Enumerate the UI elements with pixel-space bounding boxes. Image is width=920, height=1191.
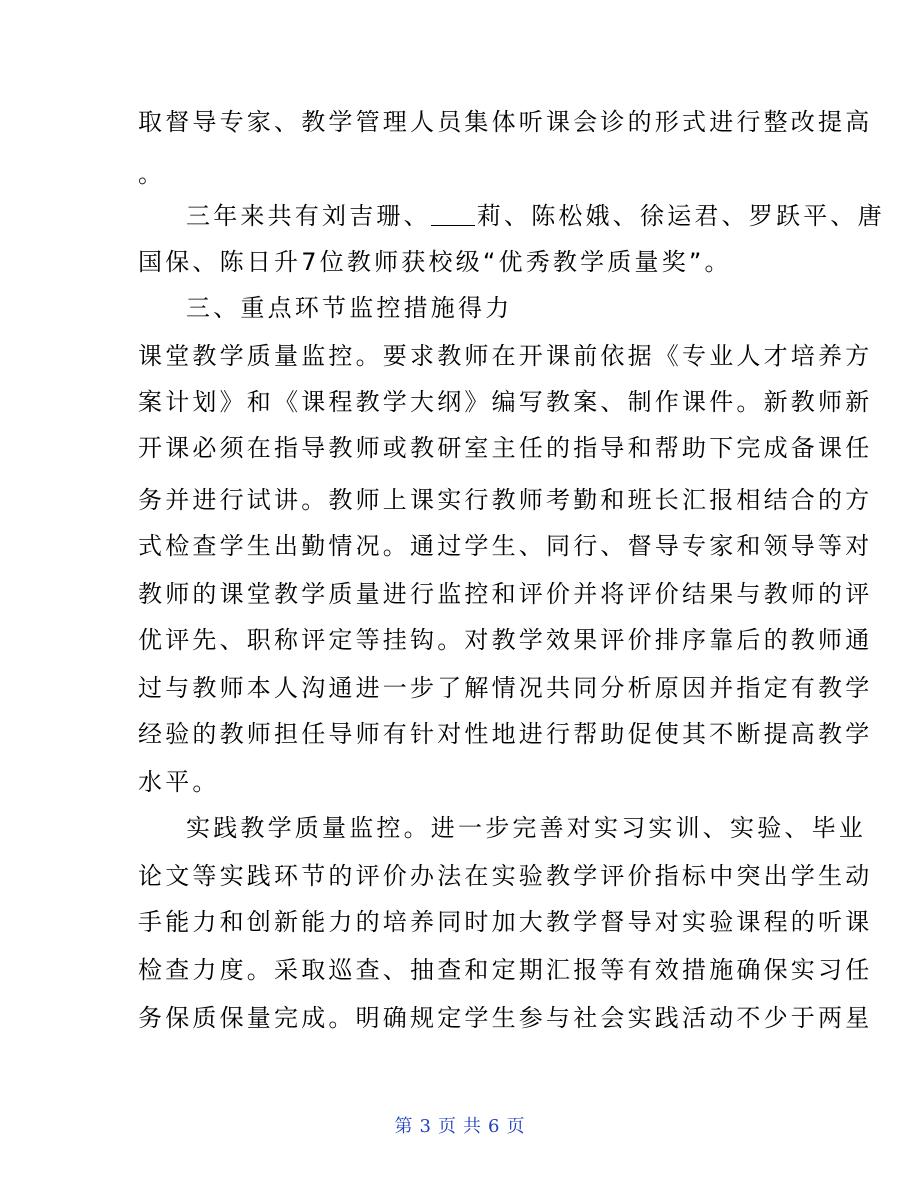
text-line-4: 国保、陈日升7位教师获校级“优秀教学质量奖”。: [138, 248, 732, 276]
text-line-15: 水平。: [138, 768, 220, 796]
text-line-17: 论文等实践环节的评价办法在实验教学评价指标中突出学生动: [138, 862, 873, 890]
footer-prefix: 第: [394, 1116, 414, 1137]
section-heading: 三、重点环节监控措施得力: [186, 294, 513, 322]
text-line-16: 实践教学质量监控。进一步完善对实习实训、实验、毕业: [186, 814, 866, 842]
text-line-3b: 莉、陈松娥、徐运君、罗跃平、唐: [476, 202, 885, 230]
text-line-3: [186, 199, 885, 233]
text-line-11: 教师的课堂教学质量进行监控和评价并将评价结果与教师的评: [138, 580, 873, 608]
footer-total-prefix: 共: [463, 1116, 482, 1137]
name-blank-underline: [431, 201, 475, 226]
text-line-8: 开课必须在指导教师或教研室主任的指导和帮助下完成备课任: [138, 434, 873, 462]
text-line-1: 取督导专家、教学管理人员集体听课会诊的形式进行整改提高: [138, 108, 873, 136]
text-line-10: 式检查学生出勤情况。通过学生、同行、督导专家和领导等对: [138, 532, 873, 560]
footer-total-pages: 6: [488, 1116, 501, 1137]
text-line-3a: 三年来共有刘吉珊、: [186, 202, 431, 230]
text-line-19: 检查力度。采取巡查、抽查和定期汇报等有效措施确保实习任: [138, 956, 873, 984]
footer-current-page: 3: [419, 1116, 432, 1137]
text-line-20: 务保质保量完成。明确规定学生参与社会实践活动不少于两星: [138, 1004, 873, 1032]
text-line-13: 过与教师本人沟通进一步了解情况共同分析原因并指定有教学: [138, 674, 873, 702]
page-number-footer: [0, 1112, 920, 1138]
text-line-12: 优评先、职称评定等挂钩。对教学效果评价排序靠后的教师通: [138, 626, 873, 654]
text-line-7: 案计划》和《课程教学大纲》编写教案、制作课件。新教师新: [138, 388, 873, 416]
text-line-2: 。: [138, 160, 166, 188]
text-line-6: 课堂教学质量监控。要求教师在开课前依据《专业人才培养方: [138, 342, 873, 370]
footer-page-word: 页: [438, 1116, 457, 1137]
text-line-9: 务并进行试讲。教师上课实行教师考勤和班长汇报相结合的方: [138, 486, 873, 514]
text-line-18: 手能力和创新能力的培养同时加大教学督导对实验课程的听课: [138, 908, 873, 936]
footer-suffix: 页: [506, 1116, 526, 1137]
text-line-14: 经验的教师担任导师有针对性地进行帮助促使其不断提高教学: [138, 720, 873, 748]
